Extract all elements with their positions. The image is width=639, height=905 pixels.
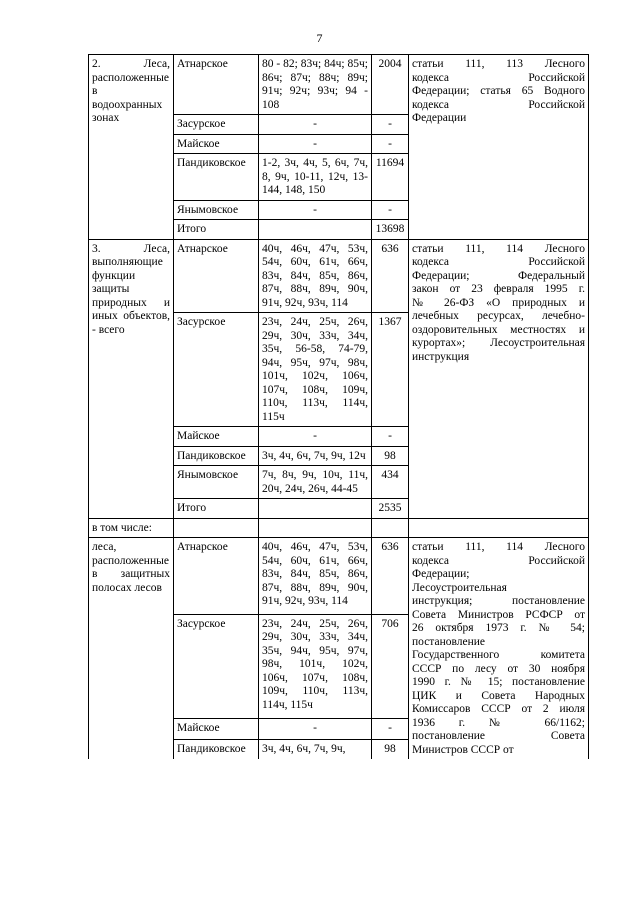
text-line: защиты xyxy=(92,283,130,295)
area-cell: 11694 xyxy=(372,154,409,201)
text-line: функции xyxy=(92,269,136,282)
table-row xyxy=(89,538,589,615)
area-cell: - xyxy=(372,200,409,220)
text-line: инструкция; постановление xyxy=(412,595,585,607)
text-line: Федерации xyxy=(412,112,467,124)
text-line: кодекса Российской xyxy=(412,256,585,268)
forestry-cell: Янымовское xyxy=(174,200,259,220)
text-line: кодекса Российской xyxy=(412,554,585,567)
quarters-cell: 80 - 82; 83ч; 84ч; 85ч; 86ч; 87ч; 88ч; 89ч; 91ч; 92ч; 93ч; 94 - 108 xyxy=(259,55,372,115)
text-line: зонах xyxy=(92,112,120,124)
forestry-cell: Итого xyxy=(174,220,259,240)
forest-categories-table xyxy=(88,54,589,759)
text-line: статьи 111, 114 Лесного xyxy=(412,242,585,255)
forestry-cell: Пандиковское xyxy=(174,154,259,201)
text-line: леса, xyxy=(92,541,117,553)
quarters-cell xyxy=(259,499,372,519)
quarters-cell: - xyxy=(259,719,372,739)
text-line: кодекса Российской xyxy=(412,71,585,84)
area-cell: 98 xyxy=(372,739,409,759)
quarters-cell: 23ч, 24ч, 25ч, 26ч, 29ч, 30ч, 33ч, 34ч, 35ч, 56-58, 74-79, 94ч, 95ч, 97ч, 98ч, 101ч, 102ч, 106ч, 107ч, 108ч, 109ч, 110ч, 113ч, 114ч, 115ч xyxy=(259,313,372,427)
legal-basis-cell xyxy=(409,538,589,760)
area-cell: 2535 xyxy=(372,499,409,519)
empty-cell xyxy=(409,518,589,538)
quarters-cell: 40ч, 46ч, 47ч, 53ч, 54ч, 60ч, 61ч, 66ч, 83ч, 84ч, 85ч, 86ч, 87ч, 88ч, 89ч, 90ч, 91ч, 92ч, 93ч, 114 xyxy=(259,538,372,615)
text-line: расположенные xyxy=(92,71,169,84)
forestry-cell: Засурское xyxy=(174,614,259,719)
area-cell: - xyxy=(372,134,409,154)
text-line: иных объектов, xyxy=(92,310,170,322)
category-cell xyxy=(89,538,174,760)
forestry-cell: Засурское xyxy=(174,115,259,135)
quarters-cell: 3ч, 4ч, 6ч, 7ч, 9ч, xyxy=(259,739,372,759)
text-line: в защитных xyxy=(92,568,170,580)
text-line: СССР по лесу от 30 ноября xyxy=(412,662,585,675)
quarters-cell: - xyxy=(259,115,372,135)
legal-basis-cell xyxy=(409,239,589,518)
area-cell: - xyxy=(372,115,409,135)
page-number: 7 xyxy=(316,31,323,45)
text-line: статьи 111, 113 Лесного xyxy=(412,58,585,70)
text-line: - всего xyxy=(92,323,125,336)
quarters-cell: - xyxy=(259,427,372,447)
text-line: постановление xyxy=(412,635,486,648)
category-cell xyxy=(89,239,174,518)
quarters-cell: - xyxy=(259,200,372,220)
quarters-cell: - xyxy=(259,134,372,154)
text-line: 26 октября 1973 г. № 54; xyxy=(412,622,585,634)
area-cell: 636 xyxy=(372,239,409,313)
forestry-cell: Пандиковское xyxy=(174,446,259,466)
text-line: Совета Министров РСФСР от xyxy=(412,608,585,621)
empty-cell xyxy=(372,518,409,538)
forestry-cell: Майское xyxy=(174,427,259,447)
forestry-cell: Атнарское xyxy=(174,239,259,313)
table-row xyxy=(89,239,589,313)
text-line: 1936 г. № 66/1162; xyxy=(412,716,585,729)
text-line: в водоохранных xyxy=(92,85,163,111)
area-cell: 1367 xyxy=(372,313,409,427)
quarters-cell: 40ч, 46ч, 47ч, 53ч, 54ч, 60ч, 61ч, 66ч, 83ч, 84ч, 85ч, 86ч, 87ч, 88ч, 89ч, 90ч, 91ч, 92ч, 93ч, 114 xyxy=(259,239,372,313)
category-cell xyxy=(89,55,174,240)
quarters-cell xyxy=(259,220,372,240)
area-cell: 706 xyxy=(372,614,409,719)
text-line: расположенные xyxy=(92,554,169,567)
quarters-cell: 3ч, 4ч, 6ч, 7ч, 9ч, 12ч xyxy=(259,446,372,466)
table-row xyxy=(89,55,589,115)
area-cell: 98 xyxy=(372,446,409,466)
text-line: закон от 23 февраля 1995 г. xyxy=(412,283,585,295)
forestry-cell: Пандиковское xyxy=(174,739,259,759)
area-cell: 434 xyxy=(372,466,409,499)
area-cell: 636 xyxy=(372,538,409,615)
text-line: Лесоустроительная xyxy=(412,581,507,594)
text-line: Государственного комитета xyxy=(412,649,585,661)
forestry-cell: Атнарское xyxy=(174,55,259,115)
text-line: ЦИК и Совета Народных xyxy=(412,689,585,702)
text-line: инструкция xyxy=(412,350,470,363)
forestry-cell: Майское xyxy=(174,134,259,154)
including-row xyxy=(89,518,589,538)
forestry-cell: Итого xyxy=(174,499,259,519)
text-line: оздоровительных местностях и xyxy=(412,323,585,336)
forestry-cell: Янымовское xyxy=(174,466,259,499)
text-line: курортах»; Лесоустроительная xyxy=(412,337,585,349)
text-line: Федерации; статья 65 Водного xyxy=(412,85,585,97)
including-label: в том числе: xyxy=(89,518,174,538)
legal-basis-cell xyxy=(409,55,589,240)
forestry-cell: Майское xyxy=(174,719,259,739)
text-line: природных и xyxy=(92,296,170,309)
empty-cell xyxy=(174,518,259,538)
area-cell: 13698 xyxy=(372,220,409,240)
text-line: Федерации; xyxy=(412,568,470,580)
text-line: Министров СССР от xyxy=(412,743,514,756)
quarters-cell: 1-2, 3ч, 4ч, 5, 6ч, 7ч, 8, 9ч, 10-11, 12ч, 13-144, 148, 150 xyxy=(259,154,372,201)
text-line: полосах лесов xyxy=(92,581,162,594)
text-line: Комиссаров СССР от 2 июля xyxy=(412,703,585,715)
text-line: постановление Совета xyxy=(412,730,585,742)
text-line: Федерации; Федеральный xyxy=(412,269,585,282)
forestry-cell: Атнарское xyxy=(174,538,259,615)
area-cell: 2004 xyxy=(372,55,409,115)
area-cell: - xyxy=(372,427,409,447)
text-line: 2. Леса, xyxy=(92,58,170,70)
text-line: 1990 г. № 15; постановление xyxy=(412,676,585,688)
text-line: № 26-ФЗ «О природных и xyxy=(412,296,585,309)
forestry-cell: Засурское xyxy=(174,313,259,427)
text-line: лечебных ресурсах, лечебно- xyxy=(412,310,585,322)
text-line: 3. Леса, xyxy=(92,242,170,255)
area-cell: - xyxy=(372,719,409,739)
text-line: кодекса Российской xyxy=(412,98,585,111)
empty-cell xyxy=(259,518,372,538)
text-line: выполняющие xyxy=(92,256,163,268)
text-line: статьи 111, 114 Лесного xyxy=(412,541,585,553)
quarters-cell: 23ч, 24ч, 25ч, 26ч, 29ч, 30ч, 33ч, 34ч, 35ч, 94ч, 95ч, 97ч, 98ч, 101ч, 102ч, 106ч, 107ч, 108ч, 109ч, 110ч, 113ч, 114ч, 115ч xyxy=(259,614,372,719)
quarters-cell: 7ч, 8ч, 9ч, 10ч, 11ч, 20ч, 24ч, 26ч, 44-45 xyxy=(259,466,372,499)
